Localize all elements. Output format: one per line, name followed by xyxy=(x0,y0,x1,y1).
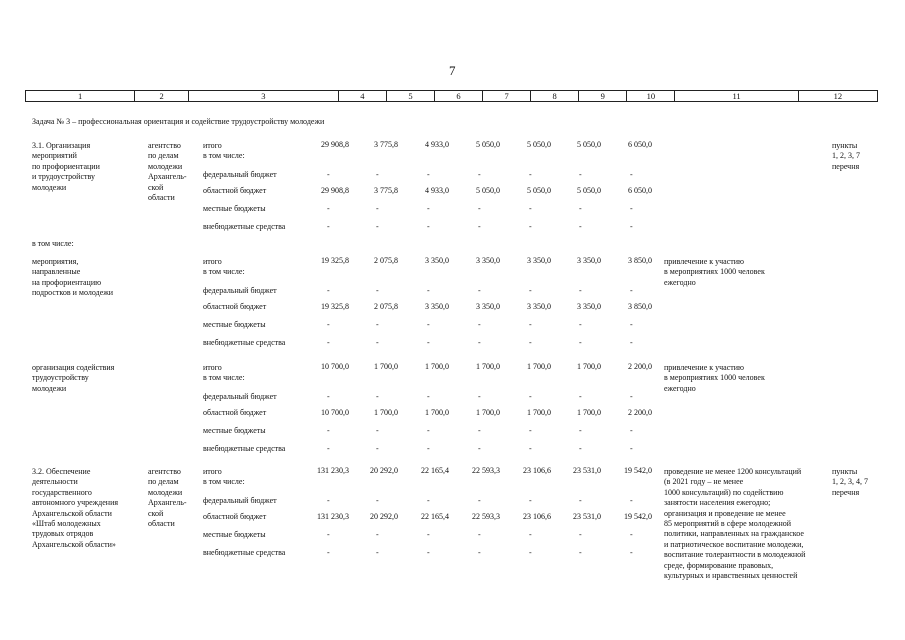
value-extra-col8: - xyxy=(529,222,532,231)
value-local-col5: - xyxy=(376,204,379,213)
value-regional-col7: 3 350,0 xyxy=(476,302,500,311)
budget-extra-label: внебюджетные средства xyxy=(203,338,286,347)
target-indicators: проведение не менее 1200 консультаций (в 2021 году – не менее 1000 консультаций) по содействию занятости населения ежегодно; организация и проведение не менее 85 мероприятий в сфере молодежной политики, направленных на гражданское и патриотическое воспитание молодежи, воспитание толерантности в молодежной среде, формирование правовых, культурных и нравственных ценностей xyxy=(664,467,806,581)
executor: агентство по делам молодежи Архангель- ской области xyxy=(148,141,187,203)
value-extra-col4: - xyxy=(327,338,330,347)
activity-name: 3.1. Организация мероприятий по профориентации и трудоустройству молодежи xyxy=(32,141,100,192)
value-regional-col8: 23 106,6 xyxy=(523,512,551,521)
value-extra-col5: - xyxy=(376,444,379,453)
value-total-col9: 3 350,0 xyxy=(577,256,601,265)
value-regional-col9: 23 531,0 xyxy=(573,512,601,521)
value-regional-col8: 5 050,0 xyxy=(527,186,551,195)
value-extra-col5: - xyxy=(376,338,379,347)
value-total-col9: 1 700,0 xyxy=(577,362,601,371)
value-total-col4: 19 325,8 xyxy=(321,256,349,265)
header-column-9: 9 xyxy=(579,91,627,101)
value-total-col7: 5 050,0 xyxy=(476,140,500,149)
value-local-col5: - xyxy=(376,530,379,539)
value-federal-col4: - xyxy=(327,496,330,505)
value-local-col10: - xyxy=(630,426,633,435)
value-regional-col8: 1 700,0 xyxy=(527,408,551,417)
value-total-col8: 3 350,0 xyxy=(527,256,551,265)
value-regional-col5: 3 775,8 xyxy=(374,186,398,195)
value-federal-col7: - xyxy=(478,170,481,179)
value-regional-col10: 3 850,0 xyxy=(628,302,652,311)
value-local-col6: - xyxy=(427,426,430,435)
value-local-col4: - xyxy=(327,426,330,435)
budget-local-label: местные бюджеты xyxy=(203,426,266,435)
value-total-col6: 1 700,0 xyxy=(425,362,449,371)
value-total-col4: 131 230,3 xyxy=(317,466,349,475)
value-local-col6: - xyxy=(427,320,430,329)
budget-total-label: итого в том числе: xyxy=(203,141,245,161)
value-total-col5: 2 075,8 xyxy=(374,256,398,265)
budget-extra-label: внебюджетные средства xyxy=(203,222,286,231)
value-extra-col4: - xyxy=(327,548,330,557)
value-regional-col6: 3 350,0 xyxy=(425,302,449,311)
value-local-col9: - xyxy=(579,204,582,213)
value-extra-col6: - xyxy=(427,222,430,231)
value-extra-col8: - xyxy=(529,444,532,453)
target-indicators: привлечение к участию в мероприятиях 1000 человек ежегодно xyxy=(664,363,765,393)
value-total-col9: 5 050,0 xyxy=(577,140,601,149)
value-federal-col4: - xyxy=(327,392,330,401)
value-regional-col4: 131 230,3 xyxy=(317,512,349,521)
value-extra-col9: - xyxy=(579,222,582,231)
value-regional-col4: 29 908,8 xyxy=(321,186,349,195)
header-column-12: 12 xyxy=(833,91,843,101)
value-local-col7: - xyxy=(478,320,481,329)
value-federal-col9: - xyxy=(579,286,582,295)
value-extra-col9: - xyxy=(579,548,582,557)
value-regional-col7: 5 050,0 xyxy=(476,186,500,195)
value-local-col5: - xyxy=(376,426,379,435)
value-local-col8: - xyxy=(529,530,532,539)
budget-federal-label: федеральный бюджет xyxy=(203,286,277,295)
value-regional-col10: 19 542,0 xyxy=(624,512,652,521)
value-federal-col7: - xyxy=(478,392,481,401)
value-total-col7: 1 700,0 xyxy=(476,362,500,371)
value-federal-col9: - xyxy=(579,392,582,401)
value-regional-col6: 1 700,0 xyxy=(425,408,449,417)
value-federal-col7: - xyxy=(478,286,481,295)
header-column-8: 8 xyxy=(531,91,579,101)
in-that-number-label: в том числе: xyxy=(32,239,74,248)
value-local-col7: - xyxy=(478,426,481,435)
value-federal-col6: - xyxy=(427,496,430,505)
value-regional-col9: 3 350,0 xyxy=(577,302,601,311)
header-column-5: 5 xyxy=(387,91,435,101)
budget-extra-label: внебюджетные средства xyxy=(203,548,286,557)
value-federal-col4: - xyxy=(327,170,330,179)
value-local-col4: - xyxy=(327,530,330,539)
value-federal-col6: - xyxy=(427,286,430,295)
value-federal-col8: - xyxy=(529,170,532,179)
value-federal-col7: - xyxy=(478,496,481,505)
activity-name: 3.2. Обеспечение деятельности государственного автономного учреждения Архангельской области «Штаб молодежных трудовых отрядов Архангельской области» xyxy=(32,467,119,549)
value-federal-col10: - xyxy=(630,286,633,295)
budget-regional-label: областной бюджет xyxy=(203,302,267,311)
column-number-header xyxy=(25,90,878,102)
value-extra-col7: - xyxy=(478,444,481,453)
value-extra-col10: - xyxy=(630,338,633,347)
value-federal-col6: - xyxy=(427,392,430,401)
value-extra-col6: - xyxy=(427,548,430,557)
value-total-col6: 3 350,0 xyxy=(425,256,449,265)
header-column-11: 11 xyxy=(675,91,798,101)
value-local-col8: - xyxy=(529,426,532,435)
budget-total-label: итого в том числе: xyxy=(203,257,245,277)
target-indicators: привлечение к участию в мероприятиях 1000 человек ежегодно xyxy=(664,257,765,287)
value-local-col7: - xyxy=(478,530,481,539)
value-total-col4: 10 700,0 xyxy=(321,362,349,371)
value-total-col8: 1 700,0 xyxy=(527,362,551,371)
list-items-reference: пункты 1, 2, 3, 4, 7 перечня xyxy=(832,467,868,497)
budget-local-label: местные бюджеты xyxy=(203,204,266,213)
list-items-reference: пункты 1, 2, 3, 7 перечня xyxy=(832,141,860,171)
value-regional-col5: 20 292,0 xyxy=(370,512,398,521)
value-federal-col5: - xyxy=(376,392,379,401)
value-federal-col10: - xyxy=(630,170,633,179)
header-column-4: 4 xyxy=(339,91,387,101)
task-title: Задача № 3 – профессиональная ориентация и содействие трудоустройству молодежи xyxy=(32,117,325,126)
value-extra-col7: - xyxy=(478,548,481,557)
value-total-col10: 2 200,0 xyxy=(628,362,652,371)
budget-regional-label: областной бюджет xyxy=(203,408,267,417)
budget-total-label: итого в том числе: xyxy=(203,467,245,487)
budget-total-label: итого в том числе: xyxy=(203,363,245,383)
value-federal-col6: - xyxy=(427,170,430,179)
activity-name: мероприятия, направленные на профориентацию подростков и молодежи xyxy=(32,257,114,298)
header-column-10: 10 xyxy=(627,91,675,101)
value-total-col9: 23 531,0 xyxy=(573,466,601,475)
value-local-col6: - xyxy=(427,204,430,213)
value-extra-col6: - xyxy=(427,444,430,453)
value-regional-col5: 1 700,0 xyxy=(374,408,398,417)
value-regional-col7: 22 593,3 xyxy=(472,512,500,521)
header-column-2: 2 xyxy=(135,91,189,101)
value-total-col5: 20 292,0 xyxy=(370,466,398,475)
budget-local-label: местные бюджеты xyxy=(203,320,266,329)
value-extra-col7: - xyxy=(478,222,481,231)
header-column-3: 3 xyxy=(189,91,339,101)
value-local-col4: - xyxy=(327,204,330,213)
value-extra-col8: - xyxy=(529,338,532,347)
value-local-col10: - xyxy=(630,204,633,213)
value-total-col8: 23 106,6 xyxy=(523,466,551,475)
value-total-col7: 3 350,0 xyxy=(476,256,500,265)
value-total-col6: 4 933,0 xyxy=(425,140,449,149)
page-number: 7 xyxy=(449,63,456,78)
value-local-col9: - xyxy=(579,426,582,435)
executor: агентство по делам молодежи Архангель- ской области xyxy=(148,467,187,529)
value-federal-col9: - xyxy=(579,170,582,179)
budget-federal-label: федеральный бюджет xyxy=(203,170,277,179)
value-extra-col7: - xyxy=(478,338,481,347)
value-extra-col10: - xyxy=(630,548,633,557)
value-regional-col7: 1 700,0 xyxy=(476,408,500,417)
value-total-col10: 3 850,0 xyxy=(628,256,652,265)
value-extra-col6: - xyxy=(427,338,430,347)
value-total-col5: 1 700,0 xyxy=(374,362,398,371)
header-column-7: 7 xyxy=(483,91,531,101)
value-federal-col8: - xyxy=(529,496,532,505)
value-local-col8: - xyxy=(529,320,532,329)
value-local-col5: - xyxy=(376,320,379,329)
value-local-col6: - xyxy=(427,530,430,539)
value-extra-col9: - xyxy=(579,338,582,347)
value-local-col10: - xyxy=(630,320,633,329)
value-local-col8: - xyxy=(529,204,532,213)
header-column-1: 1 xyxy=(26,91,135,101)
value-federal-col5: - xyxy=(376,496,379,505)
budget-regional-label: областной бюджет xyxy=(203,512,267,521)
value-extra-col10: - xyxy=(630,444,633,453)
value-extra-col10: - xyxy=(630,222,633,231)
activity-name: организация содействия трудоустройству молодежи xyxy=(32,363,115,393)
value-extra-col4: - xyxy=(327,222,330,231)
budget-federal-label: федеральный бюджет xyxy=(203,392,277,401)
value-regional-col6: 22 165,4 xyxy=(421,512,449,521)
value-total-col4: 29 908,8 xyxy=(321,140,349,149)
value-regional-col5: 2 075,8 xyxy=(374,302,398,311)
value-regional-col9: 1 700,0 xyxy=(577,408,601,417)
value-local-col4: - xyxy=(327,320,330,329)
value-local-col7: - xyxy=(478,204,481,213)
budget-extra-label: внебюджетные средства xyxy=(203,444,286,453)
value-federal-col8: - xyxy=(529,286,532,295)
value-extra-col4: - xyxy=(327,444,330,453)
value-federal-col4: - xyxy=(327,286,330,295)
value-local-col9: - xyxy=(579,530,582,539)
value-federal-col10: - xyxy=(630,392,633,401)
value-regional-col8: 3 350,0 xyxy=(527,302,551,311)
value-regional-col9: 5 050,0 xyxy=(577,186,601,195)
value-local-col10: - xyxy=(630,530,633,539)
budget-federal-label: федеральный бюджет xyxy=(203,496,277,505)
value-local-col9: - xyxy=(579,320,582,329)
value-regional-col4: 10 700,0 xyxy=(321,408,349,417)
value-total-col10: 19 542,0 xyxy=(624,466,652,475)
value-federal-col5: - xyxy=(376,286,379,295)
value-extra-col5: - xyxy=(376,222,379,231)
value-extra-col9: - xyxy=(579,444,582,453)
value-federal-col9: - xyxy=(579,496,582,505)
value-federal-col5: - xyxy=(376,170,379,179)
value-federal-col8: - xyxy=(529,392,532,401)
value-regional-col4: 19 325,8 xyxy=(321,302,349,311)
value-federal-col10: - xyxy=(630,496,633,505)
value-total-col5: 3 775,8 xyxy=(374,140,398,149)
value-total-col8: 5 050,0 xyxy=(527,140,551,149)
budget-regional-label: областной бюджет xyxy=(203,186,267,195)
value-regional-col6: 4 933,0 xyxy=(425,186,449,195)
value-total-col10: 6 050,0 xyxy=(628,140,652,149)
header-column-6: 6 xyxy=(435,91,483,101)
value-total-col6: 22 165,4 xyxy=(421,466,449,475)
value-extra-col5: - xyxy=(376,548,379,557)
budget-local-label: местные бюджеты xyxy=(203,530,266,539)
value-regional-col10: 2 200,0 xyxy=(628,408,652,417)
value-extra-col8: - xyxy=(529,548,532,557)
value-total-col7: 22 593,3 xyxy=(472,466,500,475)
value-regional-col10: 6 050,0 xyxy=(628,186,652,195)
